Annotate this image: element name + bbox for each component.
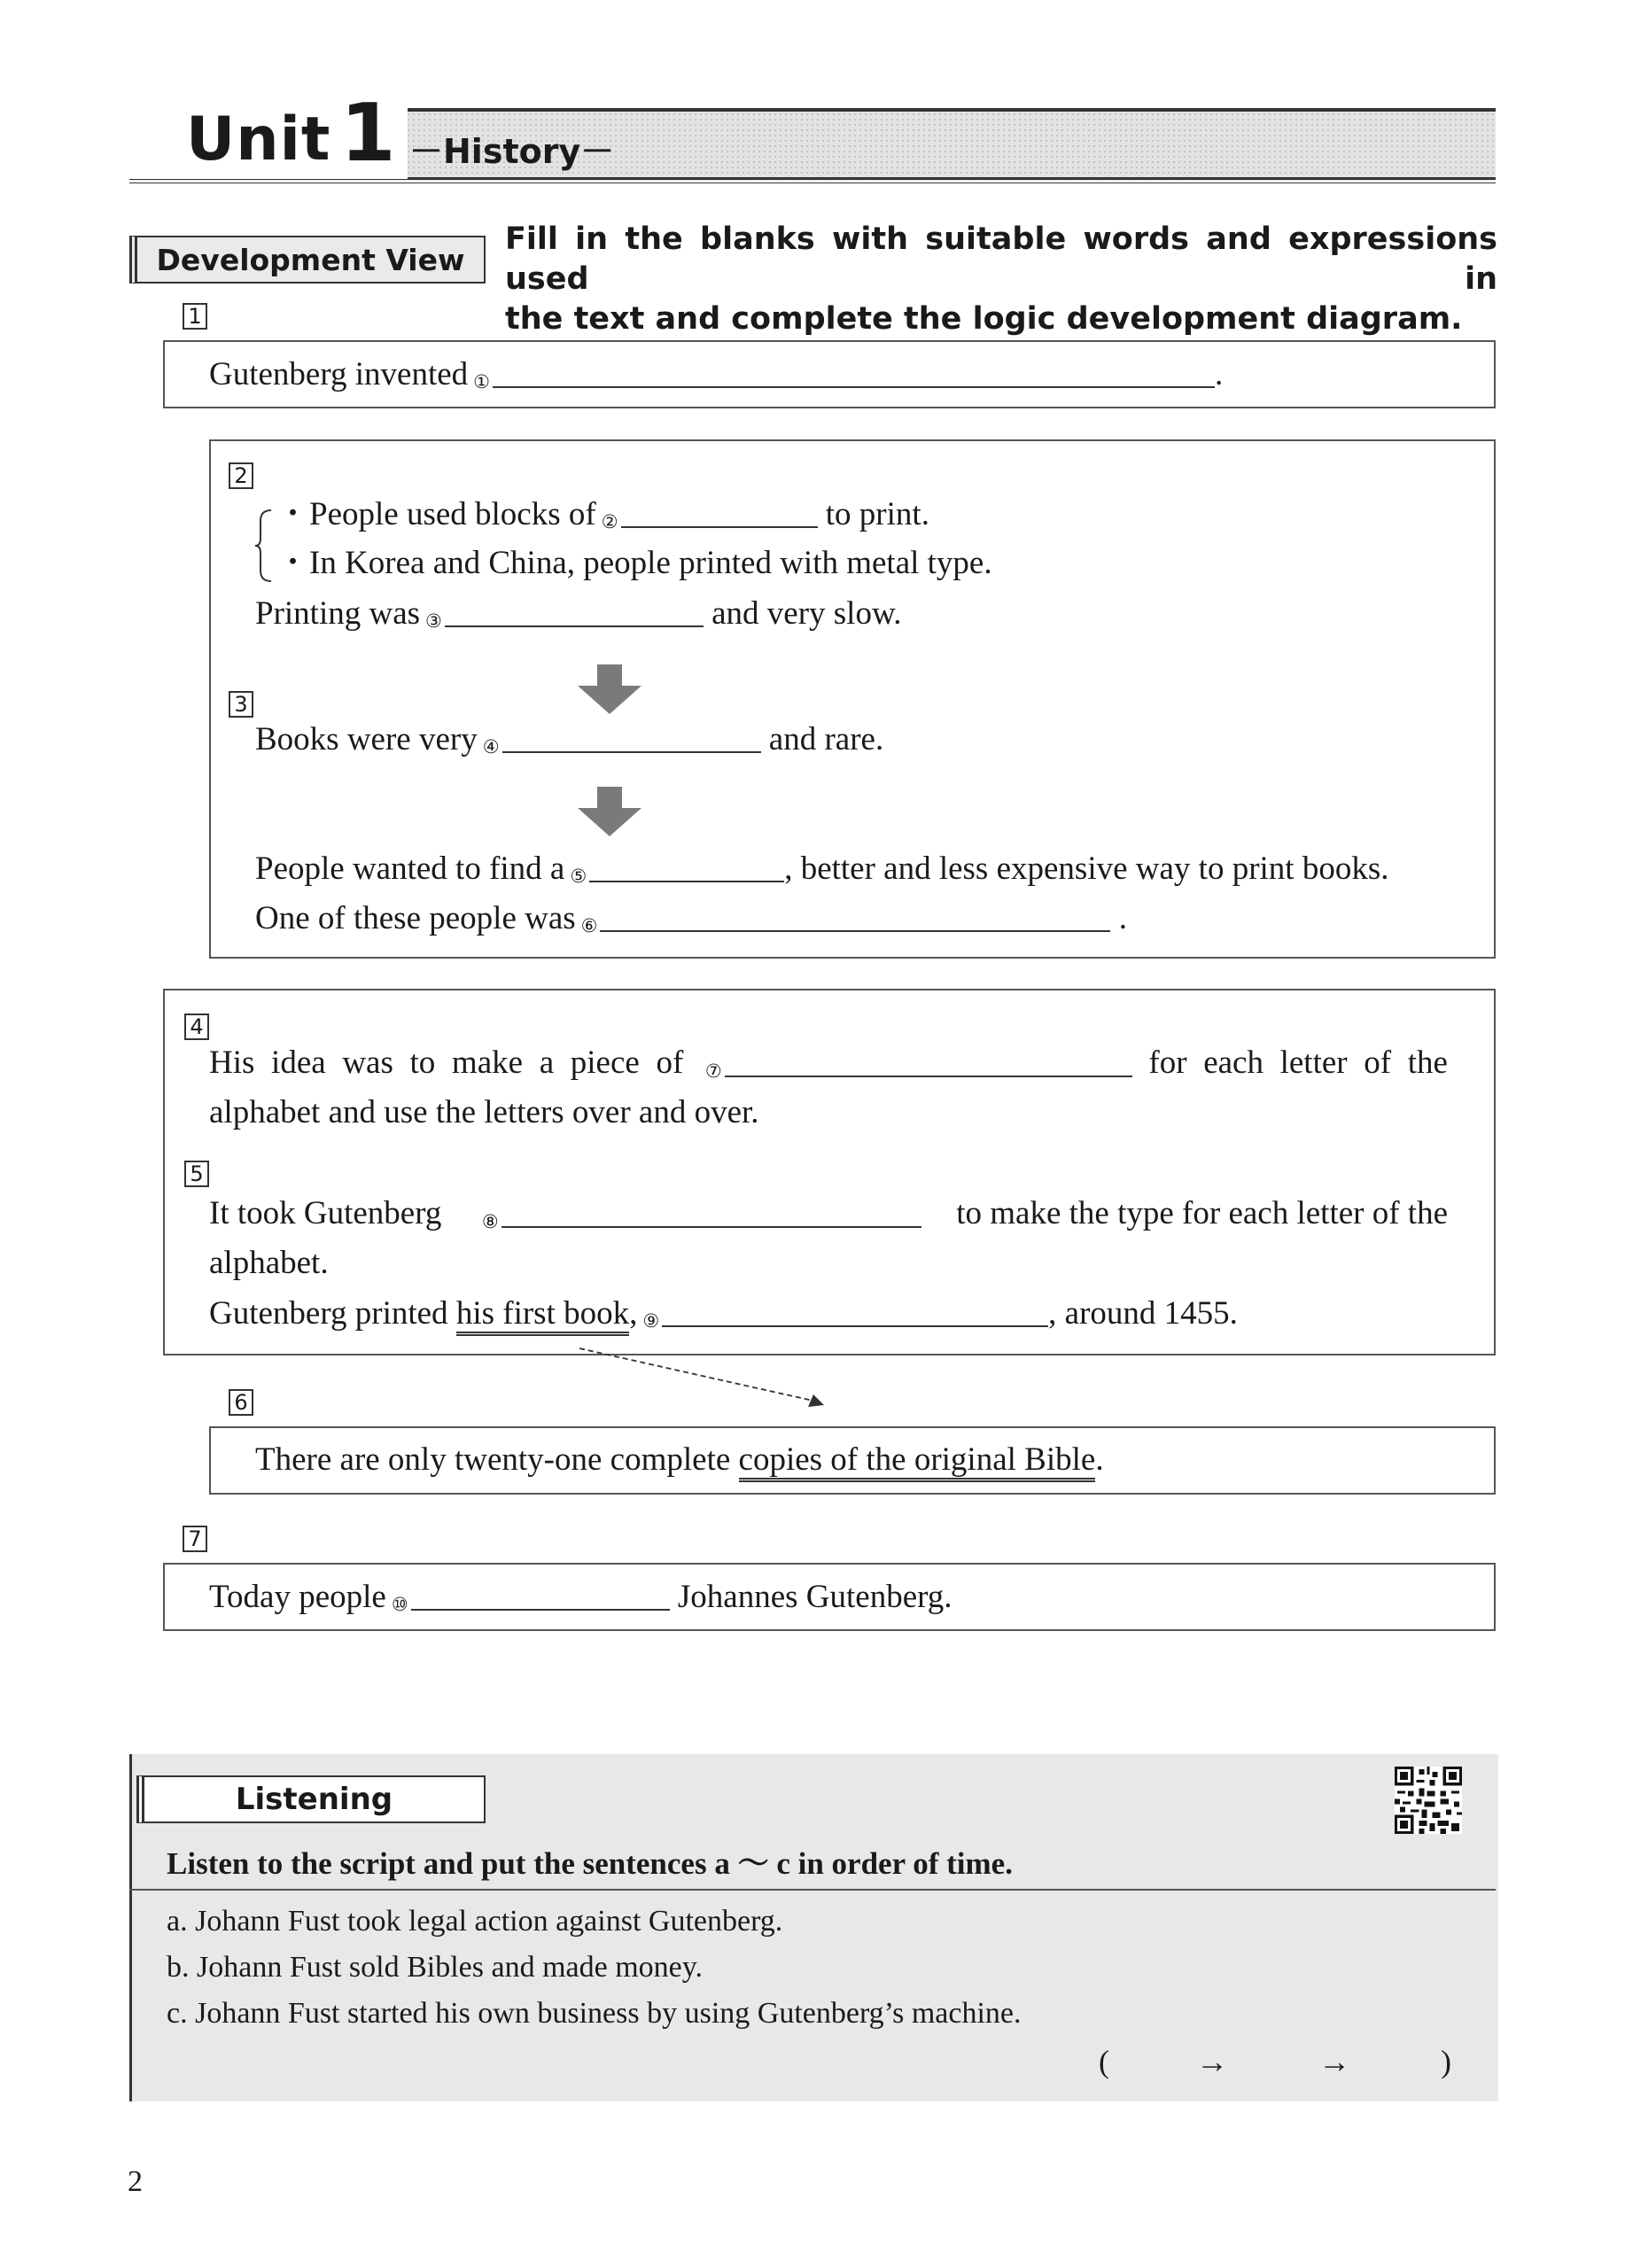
listening-divider: [129, 1889, 1496, 1891]
section-2-line-3: [255, 594, 902, 637]
instruction-line-1: Fill in the blanks with suitable words and expressions used in: [505, 221, 1497, 297]
unit-subtitle: －History－: [409, 132, 615, 171]
listening-item-c: c. Johann Fust started his own business by using Gutenberg’s machine.: [167, 1997, 1022, 2030]
word: of: [656, 1045, 684, 1081]
section-1-text: Gutenberg invented: [209, 356, 469, 392]
section-1-end: .: [1214, 356, 1224, 392]
blank-mark-7: ⑦: [704, 1060, 722, 1082]
blank-mark-1: ①: [473, 371, 490, 392]
word: of: [1364, 1045, 1392, 1081]
section-number-5: 5: [184, 1161, 209, 1187]
blank-mark-4: ④: [482, 736, 500, 757]
section-4-line-1: [209, 1044, 1448, 1087]
comma: ,: [629, 1295, 638, 1332]
word: idea: [271, 1045, 326, 1081]
word: His: [209, 1045, 255, 1081]
answer-blank-7[interactable]: [725, 1044, 1132, 1077]
answer-blank-1[interactable]: [493, 354, 1215, 388]
qr-code-icon[interactable]: [1395, 1767, 1462, 1834]
section-2-line-3-end: and very slow.: [711, 595, 902, 632]
word: piece: [570, 1045, 640, 1081]
development-view-label: Development View: [129, 236, 486, 284]
section-number-4: 4: [184, 1014, 209, 1040]
section-number-2: 2: [229, 462, 253, 489]
section-number-7: 7: [183, 1526, 207, 1552]
order-open-paren: (: [1099, 2044, 1109, 2079]
section-7-text: Today people: [209, 1579, 386, 1615]
word: a: [539, 1045, 555, 1081]
order-arrow-2: →: [1318, 2044, 1350, 2079]
word: make: [451, 1045, 524, 1081]
unit-number: 1: [340, 87, 396, 180]
section-3-line-2-end: , better and less expensive way to print books.: [784, 850, 1389, 887]
answer-blank-9[interactable]: [662, 1293, 1048, 1327]
section-box-6: [209, 1426, 1496, 1495]
section-4-line-2: alphabet and use the letters over and over.: [209, 1094, 759, 1130]
word: the: [1407, 1045, 1448, 1081]
section-number-3: 3: [229, 691, 253, 718]
unit-label: Unit: [186, 105, 331, 175]
section-3-line-1: [255, 719, 883, 763]
answer-blank-10[interactable]: [411, 1577, 670, 1611]
section-2-bullet-2: ・In Korea and China, people printed with metal type.: [276, 545, 992, 581]
word: each: [1203, 1045, 1263, 1081]
page-number: 2: [128, 2165, 143, 2198]
section-5-line-1-text: It took Gutenberg: [209, 1195, 442, 1231]
brace-icon: [253, 509, 275, 583]
answer-blank-6[interactable]: [600, 898, 1110, 932]
blank-mark-3: ③: [425, 610, 442, 632]
word: to: [409, 1045, 436, 1081]
section-5-line-3-end: , around 1455.: [1048, 1295, 1238, 1332]
section-box-2-3: [209, 439, 1496, 959]
bullet-1-end: to print.: [825, 496, 929, 532]
underlined-phrase-first-book: his first book: [456, 1295, 629, 1336]
word: for: [1148, 1045, 1187, 1081]
answer-blank-4[interactable]: [502, 719, 761, 753]
word: was: [342, 1045, 393, 1081]
blank-mark-6: ⑥: [580, 915, 598, 936]
section-5-line-3-text: Gutenberg printed: [209, 1295, 448, 1332]
section-7-line: [209, 1577, 952, 1620]
blank-mark-5: ⑤: [570, 866, 587, 887]
section-number-6: 6: [229, 1389, 253, 1416]
section-1-line: [209, 354, 1223, 398]
section-3-line-3: [255, 898, 1127, 942]
section-5-line-1: [209, 1194, 1448, 1238]
reference-arrow-icon: [567, 1343, 833, 1414]
underlined-phrase-copies: copies of the original Bible: [739, 1441, 1096, 1482]
listening-item-a: a. Johann Fust took legal action against Gutenberg.: [167, 1905, 783, 1938]
order-arrow-1: →: [1196, 2044, 1228, 2079]
answer-blank-5[interactable]: [589, 849, 784, 882]
blank-mark-9: ⑨: [642, 1310, 660, 1332]
blank-mark-10: ⑩: [391, 1594, 408, 1615]
section-3-line-1-text: Books were very: [255, 721, 478, 757]
down-arrow-icon: [578, 664, 641, 714]
section-3-line-2-text: People wanted to find a: [255, 850, 565, 887]
section-2-line-3-text: Printing was: [255, 595, 421, 632]
listening-instruction: Listen to the script and put the sentences a ～ c in order of time.: [167, 1846, 1013, 1881]
order-close-paren: ): [1441, 2044, 1451, 2079]
order-answer-field[interactable]: [1124, 2038, 1425, 2082]
section-3-line-1-end: and rare.: [768, 721, 884, 757]
section-6-line: [255, 1441, 1104, 1480]
section-5-line-3: [209, 1293, 1238, 1337]
section-6-text: There are only twenty-one complete: [255, 1441, 731, 1478]
section-7-end: Johannes Gutenberg.: [677, 1579, 952, 1615]
instruction-line-2: the text and complete the logic development diagram.: [505, 301, 1463, 337]
section-box-1: [163, 340, 1496, 408]
section-6-end: .: [1095, 1441, 1104, 1478]
blank-mark-2: ②: [601, 511, 618, 532]
down-arrow-icon: [578, 787, 641, 836]
answer-blank-3[interactable]: [445, 594, 704, 627]
section-5-line-1-end: to make the type for each letter of the: [956, 1195, 1448, 1231]
answer-blank-8[interactable]: [501, 1194, 921, 1228]
section-box-4-5: [163, 989, 1496, 1355]
answer-blank-2[interactable]: [621, 494, 818, 528]
blank-mark-8: ⑧: [481, 1211, 499, 1232]
section-3-line-3-text: One of these people was: [255, 900, 576, 936]
section-3-line-2: [255, 849, 1388, 892]
section-2-bullet-1: [276, 494, 929, 538]
section-box-7: [163, 1563, 1496, 1631]
bullet-1-text: ・People used blocks of: [276, 496, 596, 532]
word: letter: [1279, 1045, 1348, 1081]
section-5-line-2: alphabet.: [209, 1245, 329, 1281]
listening-label: Listening: [136, 1775, 486, 1823]
section-number-1: 1: [183, 303, 207, 330]
section-3-line-3-end: .: [1118, 900, 1127, 936]
listening-item-b: b. Johann Fust sold Bibles and made money.: [167, 1951, 704, 1984]
development-view-instruction: [505, 220, 1497, 339]
